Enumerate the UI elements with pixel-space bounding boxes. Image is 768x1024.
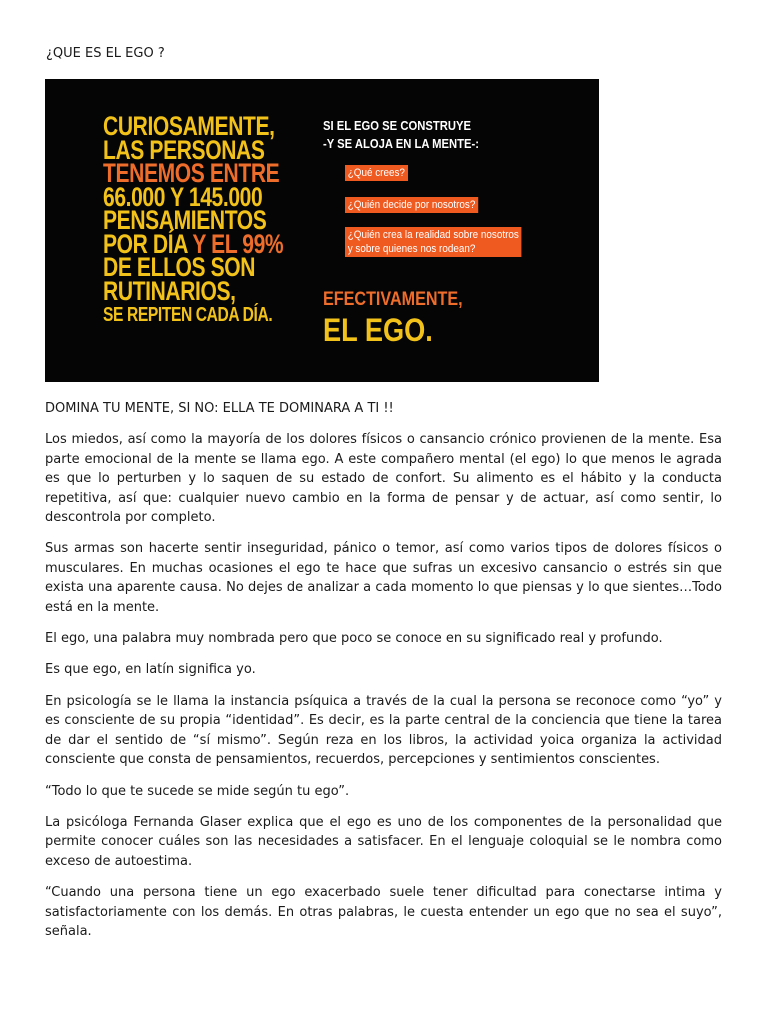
banner-line-6b: Y EL 99%: [187, 228, 284, 259]
banner-el-ego: EL EGO.: [323, 312, 433, 348]
banner-question-3a: ¿Quién crea la realidad sobre nosotros: [347, 229, 519, 241]
banner-line-2: LAS PERSONAS: [103, 134, 265, 165]
document-body: [45, 399, 722, 953]
banner-line-7: DE ELLOS SON: [103, 252, 256, 282]
paragraph: “Todo lo que te sucede se mide según tu ego”.: [45, 783, 350, 799]
paragraph: Es que ego, en latín significa yo.: [45, 662, 256, 678]
paragraph: Sus armas son hacerte sentir inseguridad, pánico o temor, así como varios tipos de dolores físicos o musculares. En muchas ocasiones el ego te hace que sufras un excesivo cansancio o estrés sin que exista una aparente causa. No dejes de analizar a cada momento lo que piensas y lo que sientes…Todo está en la mente.: [45, 541, 722, 615]
ego-banner-image: [45, 79, 599, 382]
paragraph: Los miedos, así como la mayoría de los dolores físicos o cansancio crónico provienen de la mente. Esa parte emocional de la mente se llama ego. A este compañero mental (el ego) lo que menos le agrada es que lo perturben y lo saquen de su estado de confort. Su alimento es el hábito y la conducta repetitiva, así que: cualquier nuevo cambio en la forma de pensar y de actuar, así como sentir, lo descontrola por completo.: [45, 432, 722, 526]
banner-question-heading-2: -Y SE ALOJA EN LA MENTE-:: [323, 137, 480, 151]
banner-line-1: CURIOSAMENTE,: [103, 111, 275, 141]
banner-question-3: [345, 227, 522, 257]
paragraph: La psicóloga Fernanda Glaser explica que el ego es uno de los componentes de la personalidad que permite conocer cuáles son las necesidades a satisfacer. En el lenguaje coloquial se le nombra como exceso de autoestima.: [45, 814, 722, 869]
banner-question-heading-1: SI EL EGO SE CONSTRUYE: [323, 119, 471, 133]
paragraph: El ego, una palabra muy nombrada pero que poco se conoce en su significado real y profundo.: [45, 631, 663, 647]
banner-line-5: PENSAMIENTOS: [103, 205, 267, 235]
banner-line-9: SE REPITEN CADA DÍA.: [103, 304, 273, 326]
banner-left-text: [103, 111, 284, 327]
paragraph: DOMINA TU MENTE, SI NO: ELLA TE DOMINARA A TI !!: [45, 401, 394, 416]
paragraph: En psicología se le llama la instancia psíquica a través de la cual la persona se reconoce como “yo” y es consciente de su propia “identidad”. Es decir, es la parte central de la conciencia que tiene la tarea de dar el sentido de “sí mismo”. Según reza en los libros, la actividad yoica organiza la actividad consciente que consta de pensamientos, recuerdos, percepciones y sentimientos conscientes.: [45, 693, 722, 768]
banner-line-4: 66.000 Y 145.000: [103, 181, 263, 212]
banner-question-2: ¿Quién decide por nosotros?: [345, 197, 478, 213]
banner-question-1: ¿Qué crees?: [345, 165, 408, 181]
banner-line-3: TENEMOS ENTRE: [103, 158, 280, 188]
banner-line-8: RUTINARIOS,: [103, 275, 236, 306]
banner-line-6a: POR DÍA: [103, 228, 188, 259]
page-title: ¿QUE ES EL EGO ?: [46, 46, 165, 61]
banner-right-text: [323, 117, 583, 348]
banner-question-3b: y sobre quienes nos rodean?: [347, 243, 476, 255]
paragraph: “Cuando una persona tiene un ego exacerbado suele tener dificultad para conectarse intima y satisfactoriamente con los demás. En otras palabras, le cuesta entender un ego que no sea el suyo”, señala.: [45, 885, 722, 939]
banner-efectivamente: EFECTIVAMENTE,: [323, 289, 463, 310]
